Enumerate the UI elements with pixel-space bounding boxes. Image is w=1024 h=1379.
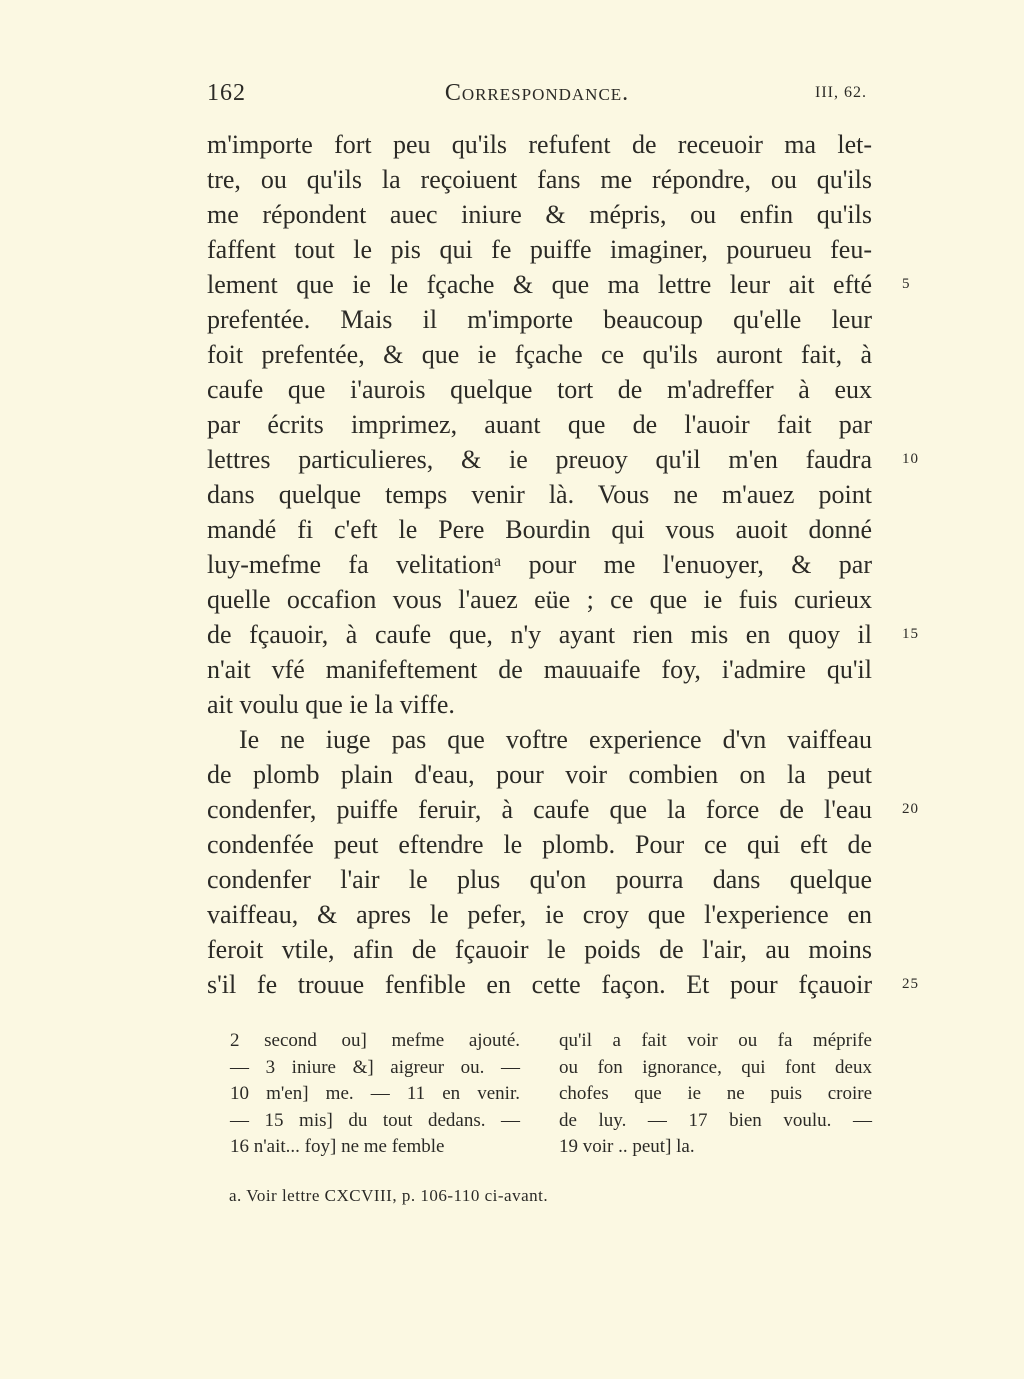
note-line (230, 1055, 520, 1082)
line-text: de fçauoir, à caufe que, n'y ayant rien mis en quoy il (207, 620, 872, 649)
line-text: lement que ie le fçache & que ma lettre leur ait efté (207, 270, 872, 299)
line-text: caufe que i'aurois quelque tort de m'adreffer à eux (207, 375, 872, 404)
text-line (207, 267, 911, 302)
text-line (207, 862, 872, 897)
page-number: 162 (207, 80, 246, 106)
note-line (230, 1108, 520, 1135)
line-text: de plomb plain d'eau, pour voir combien on la peut (207, 760, 872, 789)
text-line (207, 442, 919, 477)
line-text: faffent tout le pis qui fe puiffe imaginer, pourueu feu- (207, 235, 872, 264)
line-text: n'ait vfé manifeftement de mauuaife foy, i'admire qu'il (207, 655, 872, 684)
footnote: a. Voir lettre CXCVIII, p. 106-110 ci-avant. (229, 1186, 549, 1205)
note-text: 16 n'ait... foy] ne me femble (230, 1136, 445, 1157)
line-text: par écrits imprimez, auant que de l'auoir fait par (207, 410, 872, 439)
note-text: qu'il a fait voir ou fa méprife (559, 1030, 872, 1051)
text-line (207, 932, 872, 967)
note-line (230, 1134, 520, 1161)
line-text: s'il fe trouue fenfible en cette façon. Et pour fçauoir (207, 970, 872, 999)
text-line (207, 127, 872, 162)
line-number: 15 (902, 626, 919, 642)
text-line (207, 967, 919, 1002)
text-line (207, 547, 872, 582)
line-text: Ie ne iuge pas que voftre experience d'vn vaiffeau (239, 725, 872, 754)
note-line (230, 1081, 520, 1108)
note-text: de luy. — 17 bien voulu. — (559, 1109, 872, 1131)
line-number: 25 (902, 976, 919, 992)
line-number: 20 (902, 801, 919, 817)
line-text: prefentée. Mais il m'importe beaucoup qu'elle leur (207, 305, 872, 334)
note-text: — 3 iniure &] aigreur ou. — (230, 1056, 520, 1078)
note-text: chofes que ie ne puis croire (559, 1083, 872, 1104)
text-line (207, 512, 872, 547)
note-text: 10 m'en] me. — 11 en venir. (230, 1083, 520, 1104)
line-number: 10 (902, 451, 919, 467)
text-line (207, 477, 872, 512)
text-line (207, 687, 872, 722)
note-line (559, 1081, 872, 1108)
line-text: mandé fi c'eft le Pere Bourdin qui vous auoit donné (207, 515, 872, 544)
note-line (230, 1028, 520, 1055)
text-line (207, 232, 872, 267)
text-line (207, 582, 872, 617)
notes-column-right (559, 1028, 872, 1161)
text-line (207, 722, 872, 757)
note-line (559, 1055, 872, 1082)
text-line (207, 897, 872, 932)
note-text: 19 voir .. peut] la. (559, 1136, 695, 1157)
notes-column-left (230, 1028, 520, 1161)
note-text: — 15 mis] du tout dedans. — (230, 1109, 520, 1131)
line-text: dans quelque temps venir là. Vous ne m'auez point (207, 480, 872, 509)
text-line (207, 302, 872, 337)
note-text: ou fon ignorance, qui font deux (559, 1056, 872, 1078)
line-text: lettres particulieres, & ie preuoy qu'il m'en faudra (207, 445, 872, 474)
text-line (207, 617, 919, 652)
line-text: luy-mefme fa velitationᵃ pour me l'enuoyer, & par (207, 550, 872, 579)
text-line (207, 372, 872, 407)
text-line (207, 652, 872, 687)
line-text: condenfer, puiffe feruir, à caufe que la force de l'eau (207, 795, 872, 824)
line-text: foit prefentée, & que ie fçache ce qu'ils auront fait, à (207, 340, 872, 369)
text-line (207, 337, 872, 372)
text-line (207, 757, 872, 792)
letter-body (207, 127, 919, 1002)
text-line (207, 407, 872, 442)
line-text: feroit vtile, afin de fçauoir le poids de l'air, au moins (207, 935, 872, 964)
text-line (207, 162, 872, 197)
text-line (207, 792, 919, 827)
note-text: 2 second ou] mefme ajouté. (230, 1030, 520, 1051)
text-line (207, 197, 872, 232)
line-text: tre, ou qu'ils la reçoiuent fans me répondre, ou qu'ils (207, 165, 872, 194)
line-text: me répondent auec iniure & mépris, ou enfin qu'ils (207, 200, 872, 229)
note-line (559, 1028, 872, 1055)
running-title: Correspondance. (444, 80, 630, 106)
page-header (207, 80, 867, 110)
line-text: m'importe fort peu qu'ils refufent de receuoir ma let- (207, 130, 872, 159)
line-text: vaiffeau, & apres le pefer, ie croy que l'experience en (207, 900, 872, 929)
line-text: condenfer l'air le plus qu'on pourra dans quelque (207, 865, 872, 894)
line-text: ait voulu que ie la viffe. (207, 690, 455, 719)
line-text: quelle occafion vous l'auez eüe ; ce que ie fuis curieux (207, 585, 872, 614)
note-line (559, 1134, 872, 1161)
line-text: condenfée peut eftendre le plomb. Pour ce qui eft de (207, 830, 872, 859)
volume-reference: III, 62. (815, 84, 867, 101)
note-line (559, 1108, 872, 1135)
line-number: 5 (902, 276, 911, 292)
text-line (207, 827, 872, 862)
